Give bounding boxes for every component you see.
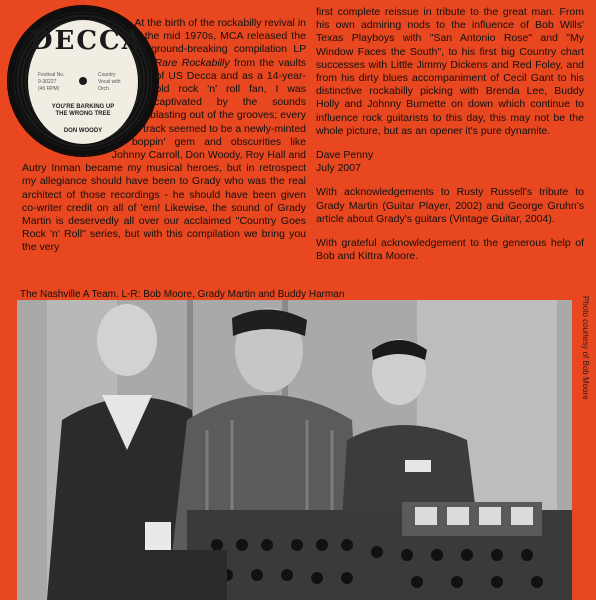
author-signature [316, 149, 584, 175]
signature-date: July 2007 [316, 162, 361, 175]
author-name: Dave Penny [316, 149, 374, 162]
acknowledgement-2: With grateful acknowledgement to the generous help of Bob and Kittra Moore. [316, 237, 584, 263]
intro-text: At the birth of the rockabilly revival in the mid 1970s, MCA released the ground-breaking compilation LP [134, 17, 306, 56]
photo-caption: The Nashville A Team. L-R: Bob Moore, Grady Martin and Buddy Harman [20, 289, 345, 300]
nashville-a-team-photo [17, 300, 572, 600]
record-catalog-right: Country Vocal with Orch. [98, 72, 121, 92]
left-text-column [22, 17, 306, 287]
lp-title: Rare Rockabilly [154, 56, 230, 69]
record-catalog-left: Festival No. 9-30227 (45 RPM) [38, 72, 65, 92]
photo-illustration [17, 300, 572, 600]
acknowledgement-1: With acknowledgements to Rusty Russell's tribute to Grady Martin (Guitar Player, 2002) and George Gruhn's article about Grady's guitars (Vintage Guitar, 2004). [316, 186, 584, 225]
right-paragraph-1: first complete reissue in tribute to the great man. From his own admiring nods to the influence of Bob Wills' Texas Playboys with "San Antonio Rose" and "My Window Faces the South", to his first big Country chart successes with Little Jimmy Dickens and Red Foley, and from his dirty blues accompaniment of Cecil Gant to his distinctive rockabilly picking with Brenda Lee, Buddy Holly and Johnny Burnette on down which continue to influence rock guitarists to this day, this may not be the whole picture, but as an opener it's pure dynamite. [316, 6, 584, 137]
record-song-title: YOU'RE BARKING UP THE WRONG TREE [51, 104, 115, 117]
right-text-column [316, 6, 584, 274]
left-body-text: from the vaults of US Decca and as a 14-year-old rock 'n' roll fan, I was captivated by the sounds blasting out of the grooves; every track seemed to be a newly-minted boppin' gem and obscurities like Johnny Carroll, Don Woody, Roy Hall and Autry Inman became my musical heroes, but in retrospect my allegiance should have been to Grady who was the real architect of those recordings - he should have been given co-writer credit on all of 'em! Likewise, the sound of Grady Martin is deservedly all over our acclaimed "Country Goes Rock 'n' Roll" series, but with this compilation we bring you the very [22, 56, 307, 254]
photo-credit: Photo courtesy of Bob Moore [581, 296, 590, 400]
record-artist: DON WOODY [63, 128, 103, 134]
record-brand: DECCA [30, 26, 144, 56]
